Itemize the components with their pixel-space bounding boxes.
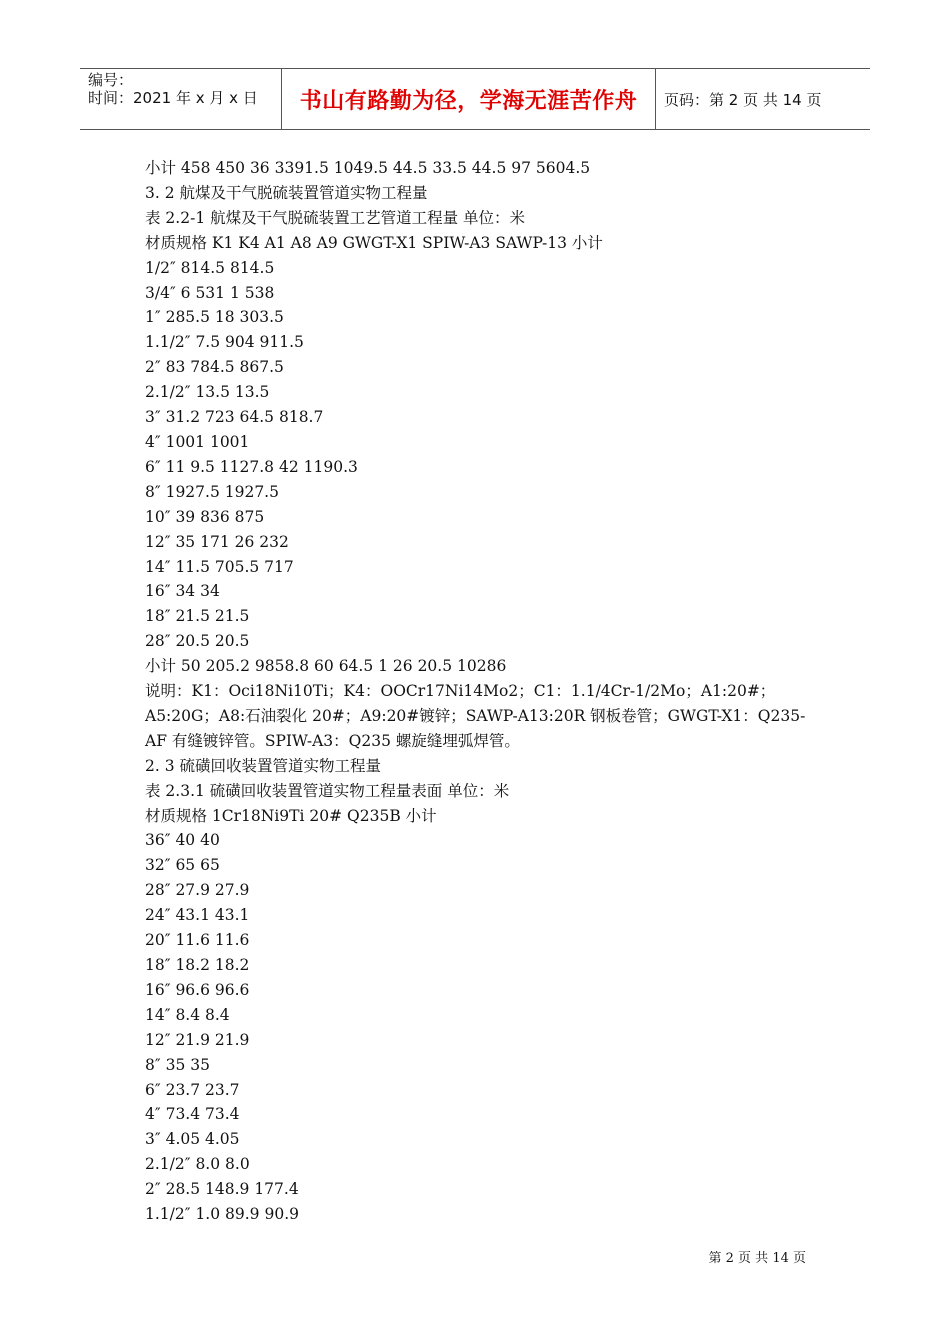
- text-line: 28″ 20.5 20.5: [145, 632, 250, 651]
- text-line: 16″ 34 34: [145, 582, 220, 601]
- text-line: 6″ 23.7 23.7: [145, 1080, 240, 1099]
- text-line: 12″ 35 171 26 232: [145, 532, 289, 551]
- text-line: 14″ 8.4 8.4: [145, 1005, 230, 1024]
- text-line: 小计 458 450 36 3391.5 1049.5 44.5 33.5 44.5 97 5604.5: [145, 159, 591, 177]
- text-line: 12″ 21.9 21.9: [145, 1030, 250, 1049]
- text-line: 4″ 1001 1001: [145, 432, 250, 451]
- text-line: 16″ 96.6 96.6: [145, 980, 250, 999]
- text-line: 材质规格 K1 K4 A1 A8 A9 GWGT-X1 SPIW-A3 SAWP-13 小计: [145, 233, 603, 252]
- text-line: 1.1/2″ 7.5 904 911.5: [145, 333, 304, 352]
- text-line: 1″ 285.5 18 303.5: [145, 308, 284, 327]
- text-line: 2.1/2″ 8.0 8.0: [145, 1155, 250, 1174]
- text-line: 14″ 11.5 705.5 717: [145, 557, 294, 576]
- text-line: 28″ 27.9 27.9: [145, 881, 250, 900]
- text-line: 18″ 21.5 21.5: [145, 607, 250, 626]
- text-line: 10″ 39 836 875: [145, 507, 265, 526]
- text-line: 小计 50 205.2 9858.8 60 64.5 1 26 20.5 10286: [145, 657, 507, 676]
- text-line: 3″ 31.2 723 64.5 818.7: [145, 408, 324, 427]
- text-line: 表 2.2-1 航煤及干气脱硫装置工艺管道工程量 单位：米: [145, 208, 526, 227]
- text-line: 4″ 73.4 73.4: [145, 1105, 240, 1124]
- text-line: 32″ 65 65: [145, 856, 220, 875]
- text-line: 8″ 1927.5 1927.5: [145, 482, 279, 501]
- text-line: 1/2″ 814.5 814.5: [145, 258, 275, 277]
- text-line: 36″ 40 40: [145, 831, 220, 850]
- text-line: 2.1/2″ 13.5 13.5: [145, 383, 270, 402]
- text-line: 6″ 11 9.5 1127.8 42 1190.3: [145, 457, 358, 476]
- page-header: [80, 68, 870, 130]
- text-line: 3/4″ 6 531 1 538: [145, 283, 275, 302]
- number-label: 编号：: [88, 71, 134, 89]
- header-meta: [88, 71, 258, 107]
- page-footer: 第 2 页 共 14 页: [708, 1251, 806, 1266]
- header-motto: 书山有路勤为径，学海无涯苦作舟: [281, 69, 656, 129]
- text-line: 20″ 11.6 11.6: [145, 931, 250, 950]
- text-line: 2″ 28.5 148.9 177.4: [145, 1180, 299, 1199]
- text-line: 24″ 43.1 43.1: [145, 906, 250, 925]
- text-line: 2″ 83 784.5 867.5: [145, 358, 284, 377]
- header-page-label: 页码：第 2 页 共 14 页: [664, 90, 822, 109]
- text-line: 表 2.3.1 硫磺回收装置管道实物工程量表面 单位：米: [145, 781, 510, 800]
- text-line: 说明：K1：Oci18Ni10Ti；K4：OOCr17Ni14Mo2；C1：1.1/4Cr-1/2Mo；A1:20#；A5:20G；A8:石油裂化 20#；A9:20#镀锌；SAWP-A13:20R 钢板卷管；GWGT-X1：Q235-AF 有缝镀锌管。SPIW-A3：Q235 螺旋缝埋弧焊管。: [145, 682, 806, 750]
- time-label: 时间：2021 年 x 月 x 日: [88, 89, 258, 107]
- text-line: 3″ 4.05 4.05: [145, 1130, 240, 1149]
- text-line: 1.1/2″ 1.0 89.9 90.9: [145, 1205, 299, 1224]
- document-body: [145, 156, 810, 1227]
- text-line: 8″ 35 35: [145, 1055, 210, 1074]
- text-line: 3. 2 航煤及干气脱硫装置管道实物工程量: [145, 183, 428, 202]
- text-line: 2. 3 硫磺回收装置管道实物工程量: [145, 756, 382, 775]
- text-line: 材质规格 1Cr18Ni9Ti 20# Q235B 小计: [145, 806, 437, 825]
- text-line: 18″ 18.2 18.2: [145, 956, 250, 974]
